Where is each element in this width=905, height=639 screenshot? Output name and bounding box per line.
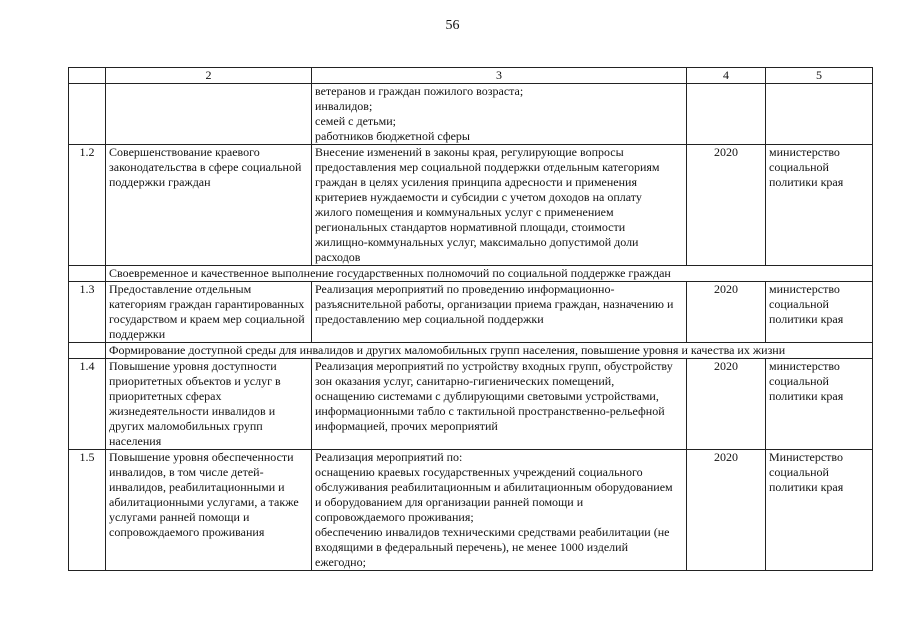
header-col-2: 2 bbox=[106, 68, 312, 84]
goal-line: Совершенствование краевого bbox=[109, 145, 260, 159]
goal-line: жизнедеятельности инвалидов и bbox=[109, 404, 276, 418]
table-row bbox=[69, 359, 873, 450]
table-row bbox=[69, 145, 873, 266]
measures-cell bbox=[312, 359, 687, 450]
table-row bbox=[69, 450, 873, 571]
row-number: 1.2 bbox=[69, 145, 106, 266]
measure-line: расходов bbox=[315, 250, 361, 264]
measures-cell bbox=[312, 145, 687, 266]
measure-line: жилого помещения и коммунальных услуг с применением bbox=[315, 205, 614, 219]
goal-line: приоритетных сферах bbox=[109, 389, 222, 403]
goal-cell bbox=[106, 359, 312, 450]
measure-line: обеспечению инвалидов техническими средствами реабилитации (не bbox=[315, 525, 670, 539]
goal-line: законодательства в сфере социальной bbox=[109, 160, 302, 174]
section-row bbox=[69, 266, 873, 282]
goal-line: абилитационными услугами, а также bbox=[109, 495, 299, 509]
goal-line: поддержки граждан bbox=[109, 175, 211, 189]
header-row bbox=[69, 68, 873, 84]
measure-line: ежегодно; bbox=[315, 555, 366, 569]
goal-cell bbox=[106, 282, 312, 343]
header-col-4: 4 bbox=[687, 68, 766, 84]
year-cell: 2020 bbox=[687, 450, 766, 571]
goal-cell bbox=[106, 145, 312, 266]
measures-cell bbox=[312, 450, 687, 571]
measure-line: и оборудованием для организации ранней помощи и bbox=[315, 495, 584, 509]
goal-cell bbox=[106, 450, 312, 571]
responsible-line: министерство bbox=[769, 145, 840, 159]
measure-line: Реализация мероприятий по проведению информационно- bbox=[315, 282, 615, 296]
goal-line: услугами ранней помощи и bbox=[109, 510, 250, 524]
measure-line: информацией, прочих мероприятий bbox=[315, 419, 498, 433]
section-heading: Своевременное и качественное выполнение государственных полномочий по социальной поддержке граждан bbox=[106, 266, 873, 282]
section-heading: Формирование доступной среды для инвалидов и других маломобильных групп населения, повышение уровня и качества их жизни bbox=[106, 343, 873, 359]
table-row bbox=[69, 282, 873, 343]
header-col-1 bbox=[69, 68, 106, 84]
goal-line: инвалидов, в том числе детей- bbox=[109, 465, 264, 479]
goal-line: категориям граждан гарантированных bbox=[109, 297, 305, 311]
year-cell: 2020 bbox=[687, 145, 766, 266]
measure-line: ветеранов и граждан пожилого возраста; bbox=[315, 84, 524, 98]
header-col-3: 3 bbox=[312, 68, 687, 84]
measure-line: инвалидов; bbox=[315, 99, 373, 113]
row-number: 1.5 bbox=[69, 450, 106, 571]
responsible-line: политики края bbox=[769, 312, 844, 326]
goal-line: Повышение уровня доступности bbox=[109, 359, 277, 373]
responsible-line: социальной bbox=[769, 297, 829, 311]
goal-line: поддержки bbox=[109, 327, 166, 341]
continuation-measures bbox=[312, 84, 687, 145]
measure-line: сопровождаемого проживания; bbox=[315, 510, 474, 524]
measure-line: семей с детьми; bbox=[315, 114, 396, 128]
page-number: 56 bbox=[445, 18, 460, 33]
header-col-5: 5 bbox=[766, 68, 873, 84]
year-cell: 2020 bbox=[687, 282, 766, 343]
measure-line: информационными табло с тактильной пространственно-рельефной bbox=[315, 404, 665, 418]
measure-line: критериев нуждаемости и субсидии с учетом доходов на оплату bbox=[315, 190, 642, 204]
responsible-cell bbox=[766, 282, 873, 343]
measure-line: граждан в целях усиления принципа адресности и применения bbox=[315, 175, 637, 189]
section-row bbox=[69, 343, 873, 359]
measures-cell bbox=[312, 282, 687, 343]
measure-line: предоставлению мер социальной поддержки bbox=[315, 312, 544, 326]
measure-line: оснащению системами с дублирующими световыми устройствами, bbox=[315, 389, 659, 403]
measure-line: разъяснительной работы, организации приема граждан, назначению и bbox=[315, 297, 674, 311]
measure-line: Внесение изменений в законы края, регулирующие вопросы bbox=[315, 145, 624, 159]
responsible-line: министерство bbox=[769, 359, 840, 373]
responsible-cell bbox=[766, 359, 873, 450]
goal-line: других маломобильных групп bbox=[109, 419, 263, 433]
goal-line: населения bbox=[109, 434, 162, 448]
goal-line: Предоставление отдельным bbox=[109, 282, 252, 296]
responsible-line: политики края bbox=[769, 175, 844, 189]
responsible-line: политики края bbox=[769, 480, 844, 494]
responsible-line: социальной bbox=[769, 465, 829, 479]
measure-line: оснащению краевых государственных учреждений социального bbox=[315, 465, 643, 479]
measure-line: обслуживания реабилитационным и абилитационным оборудованием bbox=[315, 480, 673, 494]
responsible-line: социальной bbox=[769, 160, 829, 174]
measure-line: региональных стандартов нормативной площади, стоимости bbox=[315, 220, 626, 234]
goal-line: Повышение уровня обеспеченности bbox=[109, 450, 294, 464]
measure-line: Реализация мероприятий по: bbox=[315, 450, 463, 464]
responsible-cell bbox=[766, 145, 873, 266]
measure-line: предоставления мер социальной поддержки отдельным категориям bbox=[315, 160, 660, 174]
goal-line: государством и краем мер социальной bbox=[109, 312, 305, 326]
row-number: 1.3 bbox=[69, 282, 106, 343]
row-number: 1.4 bbox=[69, 359, 106, 450]
goal-line: приоритетных объектов и услуг в bbox=[109, 374, 281, 388]
year-cell: 2020 bbox=[687, 359, 766, 450]
responsible-cell bbox=[766, 450, 873, 571]
responsible-line: министерство bbox=[769, 282, 840, 296]
measure-line: зон оказания услуг, санитарно-гигиенических помещений, bbox=[315, 374, 615, 388]
goal-line: инвалидов, реабилитационными и bbox=[109, 480, 285, 494]
goal-line: сопровождаемого проживания bbox=[109, 525, 265, 539]
responsible-line: Министерство bbox=[769, 450, 843, 464]
responsible-line: политики края bbox=[769, 389, 844, 403]
responsible-line: социальной bbox=[769, 374, 829, 388]
measure-line: Реализация мероприятий по устройству входных групп, обустройству bbox=[315, 359, 673, 373]
measure-line: входящими в федеральный перечень), не менее 1000 изделий bbox=[315, 540, 628, 554]
measures-table bbox=[68, 67, 873, 571]
continuation-row bbox=[69, 84, 873, 145]
measure-line: работников бюджетной сферы bbox=[315, 129, 470, 143]
measure-line: жилищно-коммунальных услуг, максимально допустимой доли bbox=[315, 235, 639, 249]
